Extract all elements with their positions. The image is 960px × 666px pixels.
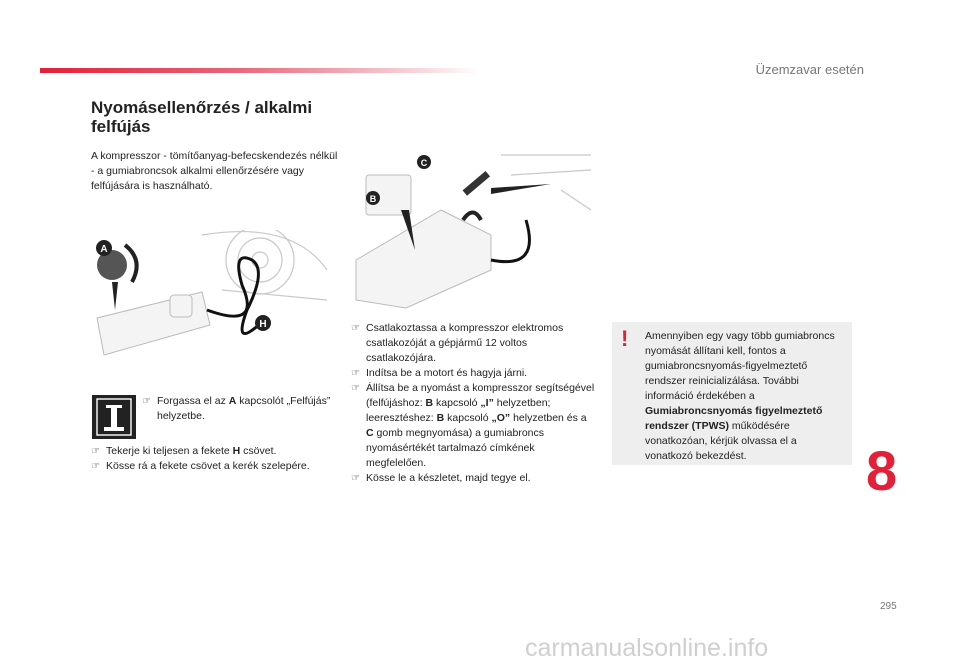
label-h: H (259, 319, 267, 330)
list-item: ☞ Kösse le a készletet, majd tegye el. (351, 472, 531, 484)
bullet-icon: ☞ (351, 383, 360, 394)
chapter-number: 8 (866, 439, 898, 502)
label-c: C (420, 158, 428, 168)
icon-step: ☞ Forgassa el az A kapcsolót „Felfújás” helyzetbe. (142, 395, 331, 422)
middle-steps (351, 321, 596, 486)
bullet-icon: ☞ (351, 368, 360, 379)
list-item: ☞ Kösse rá a fekete csövet a kerék szelepére. (91, 460, 310, 472)
warning-icon: ! (621, 326, 629, 351)
warning-box (612, 322, 852, 465)
label-a: A (100, 244, 108, 255)
list-item: ☞ Állítsa be a nyomást a kompresszor segítségével (felfújáshoz: B kapcsoló „I” helyzetben; leeresztéshez: B kapcsoló „O” helyzetben és a C gomb megnyomása) a gumiabroncs nyomásértékét tartalmazó címkének megfelelően. (351, 382, 595, 469)
compressor-wheel-illustration (92, 230, 332, 375)
inflation-icon (92, 395, 136, 439)
page-title: Nyomásellenőrzés / alkalmi felfújás (91, 98, 313, 136)
bullet-icon: ☞ (351, 473, 360, 484)
bullet-icon: ☞ (91, 461, 100, 472)
left-steps (91, 444, 346, 474)
bullet-icon: ☞ (351, 323, 360, 334)
page-number: 295 (880, 601, 897, 612)
compressor-pressure-illustration (351, 150, 594, 310)
bullet-icon: ☞ (142, 396, 151, 407)
section-title: Üzemzavar esetén (755, 62, 864, 77)
list-item: ☞ Tekerje ki teljesen a fekete H csövet. (91, 445, 277, 457)
warning-text: Amennyiben egy vagy több gumiabroncs nyomását állítani kell, fontos a gumiabroncsnyomás-figyelmeztető rendszer reinicializálása. További információ érdekében a Gumiabroncsnyomás figyelmeztető rendszer (TPWS) működésére vonatkozóan, kérjük olvassa el a vonatkozó bekezdést. (645, 330, 835, 462)
watermark: carmanualsonline.info (525, 634, 769, 662)
bullet-icon: ☞ (91, 446, 100, 457)
list-item: ☞ Indítsa be a motort és hagyja járni. (351, 367, 528, 379)
intro-paragraph: A kompresszor - tömítőanyag-befecskendezés nélkül - a gumiabroncsok alkalmi ellenőrzésére vagy felfújására is használható. (91, 150, 338, 192)
label-b: B (369, 194, 377, 204)
list-item: ☞ Csatlakoztassa a kompresszor elektromos csatlakozóját a gépjármű 12 voltos csatlakozójára. (351, 322, 564, 364)
header-red-bar (40, 68, 480, 73)
